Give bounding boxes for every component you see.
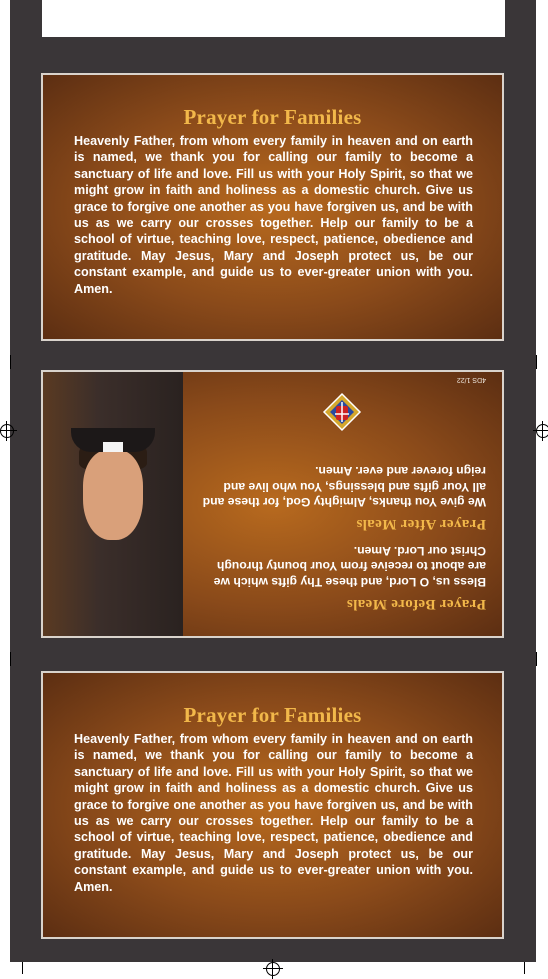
knights-of-columbus-emblem-icon xyxy=(322,392,362,432)
before-meals-text: Bless us, O Lord, and these Thy gifts which we are about to receive from Your bounty through Christ our Lord. Amen. xyxy=(213,543,486,589)
crop-mark xyxy=(22,962,23,974)
after-meals-text: We give You thanks, Almighty God, for these and all Your gifts and blessings, You who live and reign forever and ever. Amen. xyxy=(202,464,486,510)
crop-mark xyxy=(536,355,537,369)
card-prayer-text: Heavenly Father, from whom every family in heaven and on earth is named, we thank you for calling our family to become a sanctuary of life and love. Fill us with your Holy Spirit, so that we might grow in faith and holiness as a domestic church. Give us grace to forgive one another as you have forgiven us, and be with us as we carry our crosses together. Help our family to be a school of virtue, teaching love, respect, patience, obedience and gratitude. May Jesus, Mary and Joseph protect us, be our constant example, and guide us to ever-greater union with you. Amen. xyxy=(74,732,473,894)
portrait-roman-collar xyxy=(103,442,123,452)
top-white-strip xyxy=(42,0,505,37)
product-code: 4DS 1/22 xyxy=(456,376,486,383)
prayer-card-bottom xyxy=(41,671,504,939)
crop-mark xyxy=(536,652,537,666)
after-meals-title: Prayer After Meals xyxy=(356,516,486,533)
registration-mark-left xyxy=(0,424,14,438)
rotated-content xyxy=(43,372,502,636)
crop-mark xyxy=(10,355,11,369)
portrait-photo xyxy=(43,372,183,636)
prayer-card-top xyxy=(41,73,504,341)
crop-mark xyxy=(10,652,11,666)
crop-mark xyxy=(524,962,525,974)
portrait-face xyxy=(83,450,143,540)
meal-prayers-text-block xyxy=(196,462,486,612)
card-prayer-text: Heavenly Father, from whom every family in heaven and on earth is named, we thank you for calling our family to become a sanctuary of life and love. Fill us with your Holy Spirit, so that we might grow in faith and holiness as a domestic church. Give us grace to forgive one another as you have forgiven us, and be with us as we carry our crosses together. Help our family to be a school of virtue, teaching love, respect, patience, obedience and gratitude. May Jesus, Mary and Joseph protect us, be our constant example, and guide us to ever-greater union with you. Amen. xyxy=(74,134,473,296)
card-title: Prayer for Families xyxy=(183,703,362,727)
before-meals-title: Prayer Before Meals xyxy=(346,596,486,612)
registration-mark-right xyxy=(536,424,548,438)
meal-prayers-card xyxy=(41,370,504,638)
card-title: Prayer for Families xyxy=(183,105,362,129)
